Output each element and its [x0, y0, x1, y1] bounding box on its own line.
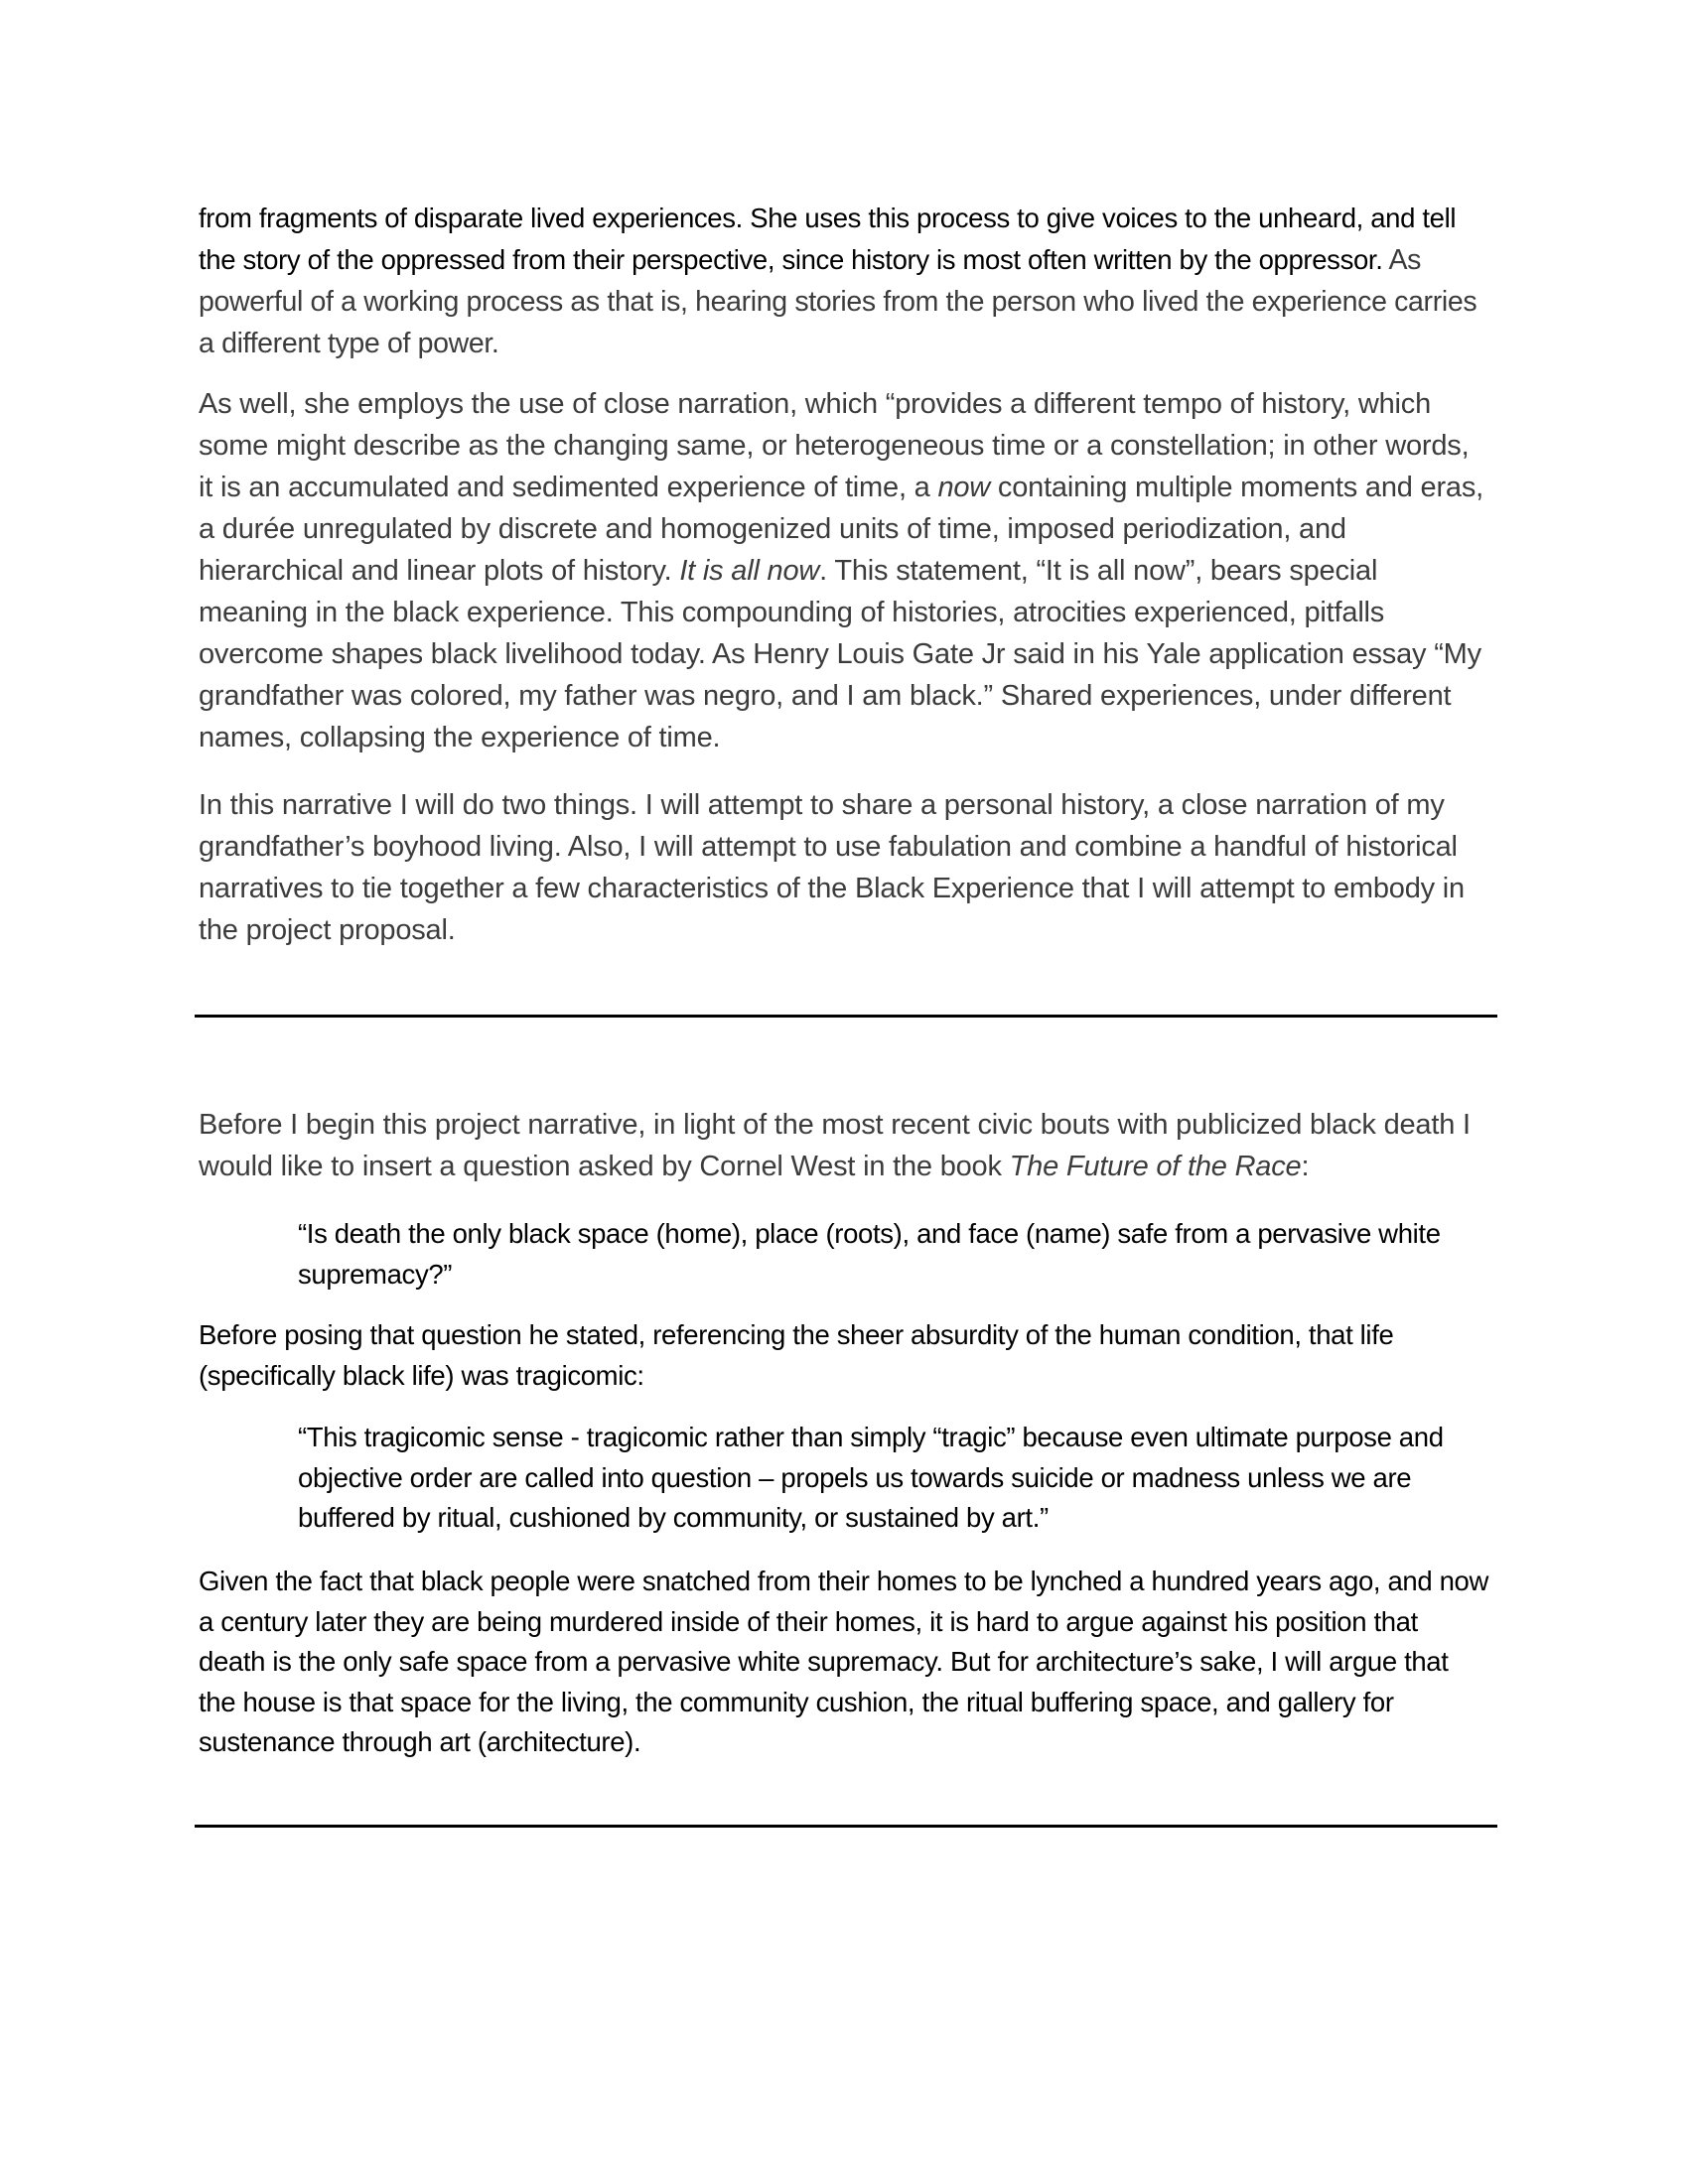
close-narration-text-3: . This statement, “It is all now”, bears special meaning in the black experience. This compounding of histories, atrocities experienced, pitfalls overcome shapes black livelihood today. As Henry Louis Gate Jr said in his Yale application essay “My grandfather was colored, my father was negro, and I am black.” Shared experiences, under different names, collapsing the experience of time. — [199, 555, 1481, 753]
cornel-west-intro-text: Before I begin this project narrative, in light of the most recent civic bouts with publicized black death I would like to insert a question asked by Cornel West in the book — [199, 1109, 1471, 1182]
cornel-west-intro-end: : — [1301, 1151, 1310, 1182]
paragraph-fabulation-dark-text: from fragments of disparate lived experiences. She uses this process to give voices to the unheard, and tell the story of the oppressed from their perspective, since history is most often written by the oppressor. — [199, 203, 1457, 275]
blockquote-death-question: “Is death the only black space (home), place (roots), and face (name) safe from a pervasive white supremacy?” — [298, 1218, 1441, 1290]
paragraph-tragicomic-intro: Before posing that question he stated, referencing the sheer absurdity of the human condition, that life (specifically black life) was tragicomic: — [199, 1319, 1394, 1391]
paragraph-fabulation — [199, 199, 1489, 364]
book-title: The Future of the Race — [1009, 1151, 1302, 1182]
close-narration-italic-all-now: It is all now — [679, 555, 820, 587]
blockquote-tragicomic: “This tragicomic sense - tragicomic rather than simply “tragic” because even ultimate purpose and objective order are called into question – propels us towards suicide or madness unless we are buffered by ritual, cushioned by community, or sustained by art.” — [298, 1422, 1444, 1533]
close-narration-text-2: containing multiple moments and eras, a durée unregulated by discrete and homogenized units of time, imposed periodization, and hierarchical and linear plots of history. — [199, 472, 1484, 587]
section-divider-1 — [195, 1015, 1497, 1018]
close-narration-italic-now: now — [937, 472, 991, 503]
paragraph-fabulation-gray-text: As powerful of a working process as that is, hearing stories from the person who lived the experience carries a different type of power. — [199, 243, 1477, 359]
paragraph-house-argument: Given the fact that black people were snatched from their homes to be lynched a hundred years ago, and now a century later they are being murdered inside of their homes, it is hard to argue against his position that death is the only safe space from a pervasive white supremacy. But for architecture’s sake, I will argue that the house is that space for the living, the community cushion, the ritual buffering space, and gallery for sustenance through art (architecture). — [199, 1566, 1488, 1757]
paragraph-narrative-intent: In this narrative I will do two things. I will attempt to share a personal history, a close narration of my grandfather’s boyhood living. Also, I will attempt to use fabulation and combine a handful of historical narratives to tie together a few characteristics of the Black Experience that I will attempt to embody in the project proposal. — [199, 789, 1465, 946]
close-narration-text-1: As well, she employs the use of close narration, which “provides a different tempo of history, which some might describe as the changing same, or heterogeneous time or a constellation; in other words, it is an accumulated and sedimented experience of time, a — [199, 388, 1470, 503]
paragraph-close-narration — [199, 383, 1489, 758]
paragraph-cornel-west-intro — [199, 1104, 1489, 1187]
section-divider-2 — [195, 1825, 1497, 1828]
